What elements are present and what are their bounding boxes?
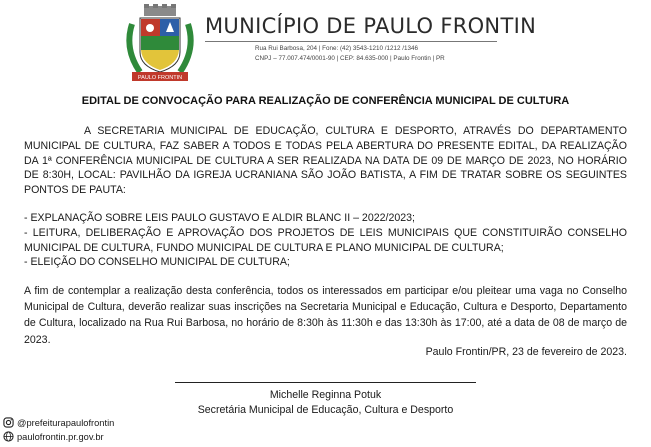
website-link[interactable]: [3, 431, 104, 442]
dateline: Paulo Frontin/PR, 23 de fevereiro de 2023.: [425, 346, 627, 358]
municipality-title: MUNICÍPIO DE PAULO FRONTIN: [205, 14, 537, 38]
website-text: paulofrontin.pr.gov.br: [17, 431, 104, 442]
globe-icon: [3, 431, 14, 442]
agenda-item: - LEITURA, DELIBERAÇÃO E APROVAÇÃO DOS PROJETOS DE LEIS MUNICIPAIS QUE CONSTITUIRÃO CONSELHO MUNICIPAL DE CULTURA, FUNDO MUNICIPAL DE CULTURA E PLANO MUNICIPAL DE CULTURA;: [24, 226, 627, 254]
instagram-handle[interactable]: [3, 417, 114, 428]
address-line: Rua Rui Barbosa, 204 | Fone: (42) 3543-1210 /1212 /1346: [255, 45, 419, 52]
instagram-icon: [3, 417, 14, 428]
signatory-role: Secretária Municipal de Educação, Cultura e Desporto: [197, 404, 454, 416]
svg-text:PAULO FRONTIN: PAULO FRONTIN: [137, 75, 183, 81]
body-paragraph: A fim de contemplar a realização desta conferência, todos os interessados em participar e/ou pleitear uma vaga no Conselho Municipal de Cultura, deverão realizar suas inscrições na Secretaria Municipal e Educação, Cultura e Desporto, Departamento de Cultura, localizado na Rua Rui Barbosa, no horário de 8:30h às 11:30h e das 13:30h às 17:00, até a data de 08 de março de 2023.: [24, 285, 627, 346]
document-title: EDITAL DE CONVOCAÇÃO PARA REALIZAÇÃO DE CONFERÊNCIA MUNICIPAL DE CULTURA: [81, 95, 570, 107]
agenda-item: - EXPLANAÇÃO SOBRE LEIS PAULO GUSTAVO E ALDIR BLANC II – 2022/2023;: [24, 212, 415, 224]
signatory-name: Michelle Reginna Potuk: [269, 389, 382, 401]
registration-line: CNPJ – 77.007.474/0001-90 | CEP: 84.635-000 | Paulo Frontin | PR: [255, 55, 445, 62]
instagram-text: @prefeiturapaulofrontin: [17, 417, 115, 428]
agenda-list: [24, 211, 627, 270]
letterhead: [0, 0, 651, 86]
agenda-item: - ELEIÇÃO DO CONSELHO MUNICIPAL DE CULTURA;: [24, 256, 290, 269]
signature-line: [175, 382, 476, 383]
header-divider: [205, 41, 497, 42]
municipal-crest-icon: [122, 4, 198, 84]
intro-paragraph: A SECRETARIA MUNICIPAL DE EDUCAÇÃO, CULTURA E DESPORTO, ATRAVÉS DO DEPARTAMENTO MUNICIPAL DE CULTURA, FAZ SABER A TODOS E TODAS PELA ABERTURA DO PRESENTE EDITAL, DA REALIZAÇÃO DA 1ª CONFERÊNCIA MUNICIPAL DE CULTURA A SER REALIZADA NA DATA DE 09 DE MARÇO DE 2023, NO HORÁRIO DE 8:30H, LOCAL: PAVILHÃO DA IGREJA UCRANIANA SÃO JOÃO BATISTA, A FIM DE TRATAR SOBRE OS SEGUINTES PONTOS DE PAUTA:: [24, 125, 627, 197]
